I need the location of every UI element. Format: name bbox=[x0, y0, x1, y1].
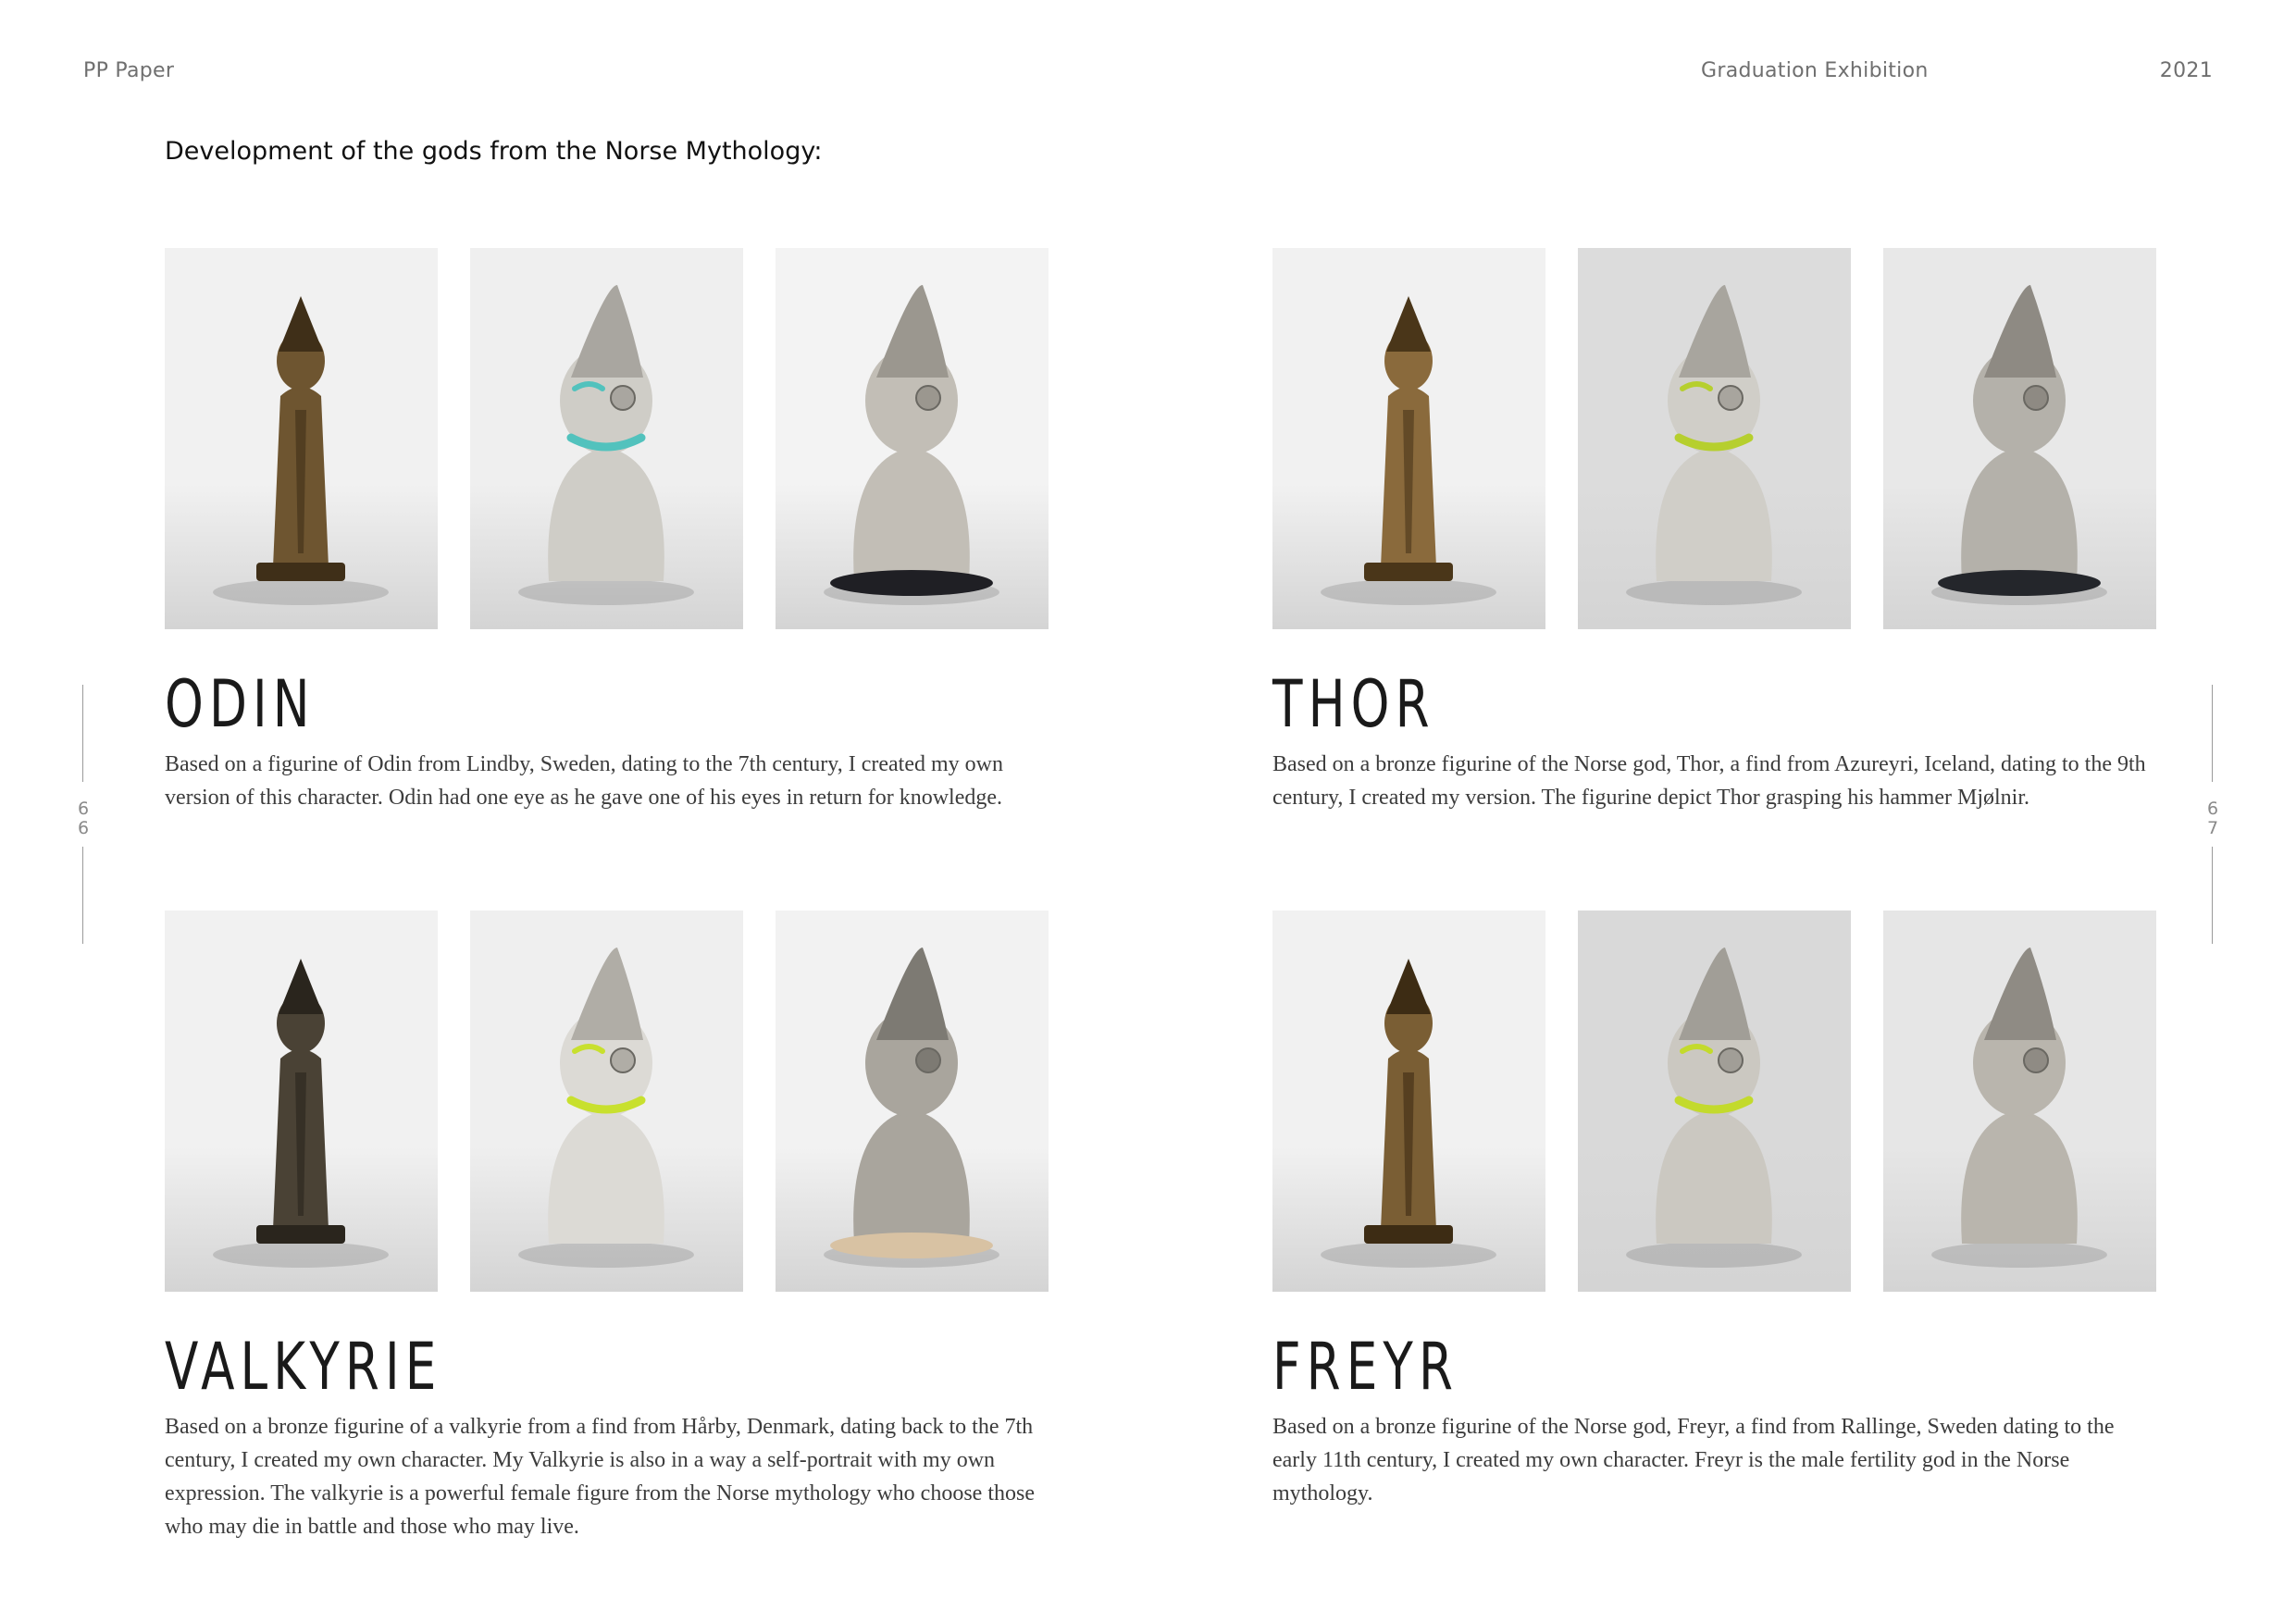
figurine-illustration bbox=[470, 911, 743, 1292]
photo-bronze-freyr bbox=[1272, 911, 1545, 1292]
page-number-rule-bottom bbox=[2212, 847, 2213, 944]
figurine-illustration bbox=[1883, 248, 2156, 629]
header-publication-title: PP Paper bbox=[83, 59, 175, 82]
photo-clay-odin-front bbox=[470, 248, 743, 629]
figurine-illustration bbox=[1272, 911, 1545, 1292]
figurine-illustration bbox=[1883, 911, 2156, 1292]
god-name: THOR bbox=[1272, 666, 1435, 742]
page-number-digit: 6 bbox=[77, 818, 90, 838]
photo-clay-thor-front bbox=[1578, 248, 1851, 629]
photo-row bbox=[1272, 248, 2156, 629]
photo-clay-valkyrie-back bbox=[776, 911, 1049, 1292]
page-number-digit: 7 bbox=[2206, 818, 2219, 838]
god-name: ODIN bbox=[165, 666, 316, 742]
figurine-illustration bbox=[1578, 248, 1851, 629]
god-description: Based on a bronze figurine of the Norse god, Thor, a find from Azureyri, Iceland, dating to the 9th century, I created my version. The figurine depict Thor grasping his hammer Mjølnir. bbox=[1272, 752, 2146, 810]
page-number-rule-top bbox=[2212, 685, 2213, 782]
photo-row bbox=[1272, 911, 2156, 1292]
page-number-digit: 6 bbox=[77, 799, 90, 819]
header-year: 2021 bbox=[2159, 59, 2213, 82]
photo-bronze-thor bbox=[1272, 248, 1545, 629]
figurine-illustration bbox=[1272, 248, 1545, 629]
photo-clay-thor-back bbox=[1883, 248, 2156, 629]
photo-clay-odin-side bbox=[776, 248, 1049, 629]
photo-row bbox=[165, 248, 1049, 629]
god-name: VALKYRIE bbox=[165, 1329, 442, 1405]
god-description: Based on a bronze figurine of the Norse god, Freyr, a find from Rallinge, Sweden dating to the early 11th century, I created my own character. Freyr is the male fertility god in the Norse mythology. bbox=[1272, 1415, 2115, 1505]
god-description: Based on a figurine of Odin from Lindby, Sweden, dating to the 7th century, I created my own version of this character. Odin had one eye as he gave one of his eyes in return for knowledge. bbox=[165, 752, 1003, 810]
figurine-illustration bbox=[776, 911, 1049, 1292]
page-number-rule-bottom bbox=[82, 847, 83, 944]
header-section-title: Graduation Exhibition bbox=[1701, 59, 1929, 82]
photo-clay-freyr-front bbox=[1578, 911, 1851, 1292]
left-page-number bbox=[72, 685, 94, 944]
figurine-illustration bbox=[470, 248, 743, 629]
figurine-illustration bbox=[165, 911, 438, 1292]
page-number-rule-top bbox=[82, 685, 83, 782]
right-page-number bbox=[2202, 685, 2224, 944]
photo-bronze-valkyrie bbox=[165, 911, 438, 1292]
photo-clay-valkyrie-front bbox=[470, 911, 743, 1292]
page-number-digit: 6 bbox=[2206, 799, 2219, 819]
intro-heading: Development of the gods from the Norse Mythology: bbox=[165, 137, 823, 166]
figurine-illustration bbox=[165, 248, 438, 629]
god-block-odin bbox=[165, 248, 1049, 810]
photo-bronze-odin bbox=[165, 248, 438, 629]
god-block-thor bbox=[1272, 248, 2156, 810]
figurine-illustration bbox=[1578, 911, 1851, 1292]
photo-row bbox=[165, 911, 1049, 1292]
god-block-valkyrie bbox=[165, 911, 1049, 1539]
god-name: FREYR bbox=[1272, 1329, 1459, 1405]
god-block-freyr bbox=[1272, 911, 2156, 1505]
god-description: Based on a bronze figurine of a valkyrie from a find from Hårby, Denmark, dating back to the 7th century, I created my own character. My Valkyrie is also in a way a self-portrait with my own expression. The valkyrie is a powerful female figure from the Norse mythology who choose those who may die in battle and those who may live. bbox=[165, 1415, 1035, 1539]
figurine-illustration bbox=[776, 248, 1049, 629]
photo-clay-freyr-side bbox=[1883, 911, 2156, 1292]
